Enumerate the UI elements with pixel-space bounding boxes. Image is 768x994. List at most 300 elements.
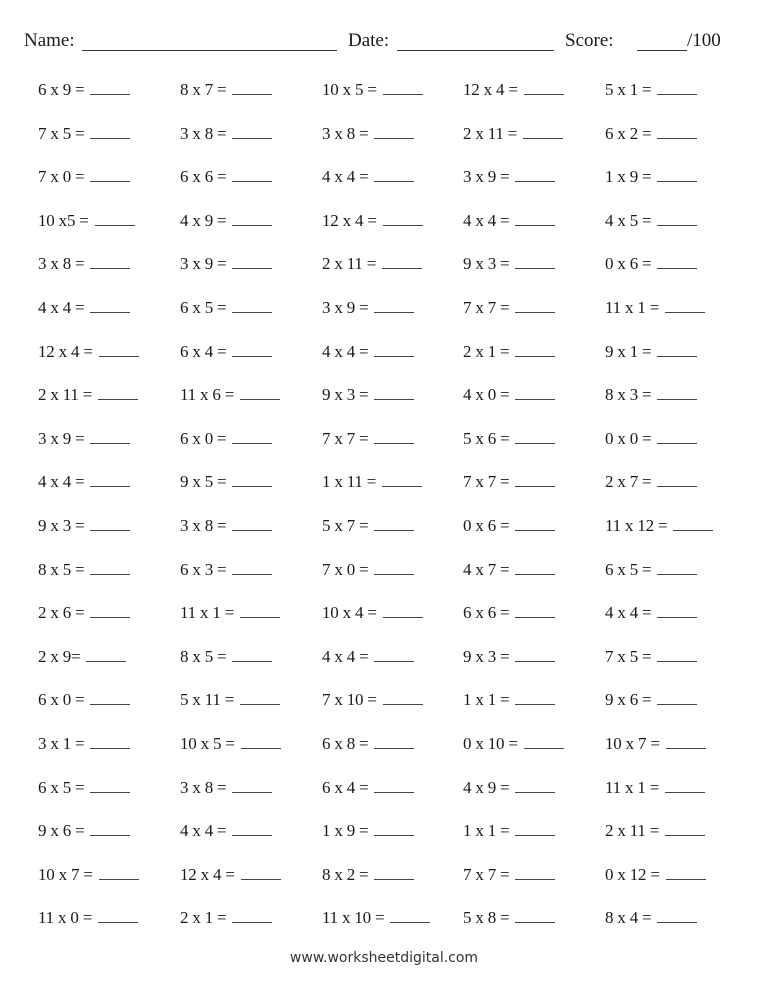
problem-expression: 11 x 1 = xyxy=(180,603,235,623)
problem xyxy=(605,296,705,318)
problem-expression: 4 x 9 = xyxy=(463,777,510,797)
problem-expression: 4 x 4 = xyxy=(180,821,227,841)
problem-expression: 9 x 6 = xyxy=(605,690,652,710)
problem xyxy=(463,340,555,362)
answer-blank[interactable] xyxy=(241,863,281,880)
problem-expression: 9 x 3 = xyxy=(322,385,369,405)
problem xyxy=(605,732,706,754)
problem-expression: 4 x 0 = xyxy=(463,385,510,405)
problem-expression: 7 x 5 = xyxy=(605,646,652,666)
answer-blank[interactable] xyxy=(232,514,272,531)
problem-expression: 11 x 1 = xyxy=(605,298,660,317)
problem-expression: 11 x 6 = xyxy=(180,385,235,405)
problem xyxy=(180,383,280,405)
answer-blank[interactable] xyxy=(374,514,414,531)
problem xyxy=(38,776,130,798)
answer-blank[interactable] xyxy=(515,514,555,531)
problem xyxy=(322,906,430,928)
answer-blank[interactable] xyxy=(515,340,555,357)
problem xyxy=(38,819,130,841)
problem-row xyxy=(38,819,758,849)
problem-expression: 10 x 7 = xyxy=(605,734,660,753)
problem xyxy=(605,340,697,362)
problem-expression: 7 x 7 = xyxy=(463,298,510,317)
problem xyxy=(605,165,697,187)
problem-expression: 6 x 0 = xyxy=(38,690,85,710)
problem xyxy=(463,688,555,710)
answer-blank[interactable] xyxy=(515,776,555,793)
problem-expression: 4 x 4 = xyxy=(322,167,369,187)
answer-blank[interactable] xyxy=(657,165,697,182)
problem xyxy=(463,296,555,318)
problem-expression: 10 x 5 = xyxy=(322,80,377,99)
problem xyxy=(463,209,555,231)
problem xyxy=(38,514,130,536)
answer-blank[interactable] xyxy=(232,906,272,923)
problem-expression: 7 x 7 = xyxy=(322,428,369,448)
problem-row xyxy=(38,514,758,544)
problem xyxy=(38,601,130,623)
problem-expression: 3 x 9 = xyxy=(463,167,510,187)
problem-row xyxy=(38,776,758,806)
problem xyxy=(38,688,130,710)
problem xyxy=(322,209,423,231)
answer-blank[interactable] xyxy=(657,383,697,400)
answer-blank[interactable] xyxy=(657,558,697,575)
answer-blank[interactable] xyxy=(390,906,430,923)
name-field[interactable] xyxy=(82,50,337,51)
answer-blank[interactable] xyxy=(515,209,555,226)
answer-blank[interactable] xyxy=(374,296,414,313)
problem-expression: 7 x 7 = xyxy=(463,864,510,884)
problem-expression: 3 x 9 = xyxy=(38,428,85,448)
problem xyxy=(322,776,414,798)
problem-row xyxy=(38,863,758,893)
answer-blank[interactable] xyxy=(657,601,697,618)
problem-expression: 2 x 9= xyxy=(38,646,81,666)
problem xyxy=(605,863,706,885)
problem xyxy=(463,863,555,885)
problem xyxy=(605,383,697,405)
problem xyxy=(322,514,414,536)
problem xyxy=(322,470,422,492)
answer-blank[interactable] xyxy=(374,427,414,444)
answer-blank[interactable] xyxy=(232,819,272,836)
answer-blank[interactable] xyxy=(374,122,414,139)
answer-blank[interactable] xyxy=(90,296,130,313)
answer-blank[interactable] xyxy=(232,558,272,575)
answer-blank[interactable] xyxy=(232,470,272,487)
problem-expression: 4 x 7 = xyxy=(463,559,510,579)
problem xyxy=(463,165,555,187)
answer-blank[interactable] xyxy=(515,383,555,400)
answer-blank[interactable] xyxy=(90,122,130,139)
score-label: Score: xyxy=(565,30,614,51)
problem-expression: 2 x 11 = xyxy=(605,821,660,841)
problem xyxy=(322,165,414,187)
answer-blank[interactable] xyxy=(382,252,422,269)
problem-expression: 5 x 6 = xyxy=(463,428,510,448)
problem xyxy=(322,688,423,710)
problem xyxy=(605,906,697,928)
problem xyxy=(38,340,139,362)
problem-expression: 8 x 4 = xyxy=(605,908,652,928)
answer-blank[interactable] xyxy=(232,122,272,139)
answer-blank[interactable] xyxy=(374,863,414,880)
problem xyxy=(322,296,414,318)
answer-blank[interactable] xyxy=(515,645,555,662)
answer-blank[interactable] xyxy=(232,340,272,357)
problem-expression: 4 x 4 = xyxy=(322,341,369,361)
answer-blank[interactable] xyxy=(524,78,564,95)
problem xyxy=(463,645,555,667)
answer-blank[interactable] xyxy=(374,383,414,400)
problem xyxy=(38,252,130,274)
problem xyxy=(180,776,272,798)
problem-expression: 10 x5 = xyxy=(38,210,89,230)
problem-expression: 7 x 10 = xyxy=(322,690,377,710)
answer-blank[interactable] xyxy=(374,732,414,749)
problem-row xyxy=(38,906,758,936)
problem xyxy=(180,732,281,754)
problem xyxy=(463,558,555,580)
problem-expression: 1 x 9 = xyxy=(605,167,652,187)
answer-blank[interactable] xyxy=(666,732,706,749)
problem xyxy=(605,122,697,144)
answer-blank[interactable] xyxy=(374,645,414,662)
problem-expression: 0 x 10 = xyxy=(463,734,518,753)
answer-blank[interactable] xyxy=(90,165,130,182)
problem xyxy=(322,122,414,144)
answer-blank[interactable] xyxy=(665,296,705,313)
problem xyxy=(38,470,130,492)
problem-expression: 12 x 4 = xyxy=(322,210,377,230)
answer-blank[interactable] xyxy=(383,78,423,95)
problem-row xyxy=(38,688,758,718)
answer-blank[interactable] xyxy=(523,122,563,139)
answer-blank[interactable] xyxy=(98,383,138,400)
answer-blank[interactable] xyxy=(90,78,130,95)
problem-expression: 12 x 4 = xyxy=(463,80,518,99)
answer-blank[interactable] xyxy=(657,252,697,269)
problem-expression: 3 x 8 = xyxy=(38,254,85,274)
answer-blank[interactable] xyxy=(515,296,555,313)
worksheet-header xyxy=(24,30,744,60)
problem xyxy=(38,645,126,667)
problem-expression: 6 x 4 = xyxy=(180,341,227,361)
problem xyxy=(180,819,272,841)
answer-blank[interactable] xyxy=(383,209,423,226)
problem-row xyxy=(38,558,758,588)
problem-expression: 4 x 4 = xyxy=(322,646,369,666)
problem xyxy=(180,252,272,274)
answer-blank[interactable] xyxy=(90,470,130,487)
answer-blank[interactable] xyxy=(515,427,555,444)
problem-expression: 9 x 5 = xyxy=(180,472,227,492)
answer-blank[interactable] xyxy=(90,819,130,836)
problem-expression: 1 x 1 = xyxy=(463,690,510,710)
problem xyxy=(38,209,135,231)
problem xyxy=(605,209,697,231)
answer-blank[interactable] xyxy=(657,209,697,226)
answer-blank[interactable] xyxy=(90,252,130,269)
problem-expression: 11 x 12 = xyxy=(605,516,668,535)
answer-blank[interactable] xyxy=(232,209,272,226)
answer-blank[interactable] xyxy=(657,122,697,139)
problem-row xyxy=(38,427,758,457)
problem xyxy=(322,819,414,841)
answer-blank[interactable] xyxy=(90,688,130,705)
answer-blank[interactable] xyxy=(241,732,281,749)
problem-row xyxy=(38,470,758,500)
answer-blank[interactable] xyxy=(232,252,272,269)
problem-expression: 8 x 3 = xyxy=(605,385,652,405)
problem xyxy=(180,906,272,928)
problem-expression: 4 x 9 = xyxy=(180,210,227,230)
answer-blank[interactable] xyxy=(515,906,555,923)
problem-expression: 12 x 4 = xyxy=(38,341,93,361)
answer-blank[interactable] xyxy=(383,601,423,618)
problem-expression: 8 x 5 = xyxy=(38,559,85,579)
problem xyxy=(180,601,280,623)
problem xyxy=(180,209,272,231)
problem-row xyxy=(38,122,758,152)
problem xyxy=(322,78,423,100)
problem-expression: 4 x 5 = xyxy=(605,210,652,230)
answer-blank[interactable] xyxy=(515,601,555,618)
problem-expression: 0 x 0 = xyxy=(605,428,652,448)
problem xyxy=(322,863,414,885)
problem xyxy=(322,732,414,754)
answer-blank[interactable] xyxy=(515,819,555,836)
answer-blank[interactable] xyxy=(90,601,130,618)
answer-blank[interactable] xyxy=(374,819,414,836)
answer-blank[interactable] xyxy=(99,863,139,880)
problem-expression: 3 x 8 = xyxy=(180,123,227,143)
answer-blank[interactable] xyxy=(99,340,139,357)
problem-expression: 4 x 4 = xyxy=(605,603,652,623)
answer-blank[interactable] xyxy=(657,78,697,95)
answer-blank[interactable] xyxy=(657,688,697,705)
problem xyxy=(463,122,563,144)
problem xyxy=(463,252,555,274)
problem xyxy=(38,906,138,928)
problem xyxy=(605,470,697,492)
problem-expression: 11 x 10 = xyxy=(322,908,385,928)
problem-expression: 5 x 11 = xyxy=(180,690,235,710)
problem xyxy=(322,427,414,449)
answer-blank[interactable] xyxy=(515,470,555,487)
problem-expression: 2 x 11 = xyxy=(463,123,518,143)
problem-row xyxy=(38,340,758,370)
problem-expression: 3 x 8 = xyxy=(180,777,227,797)
problem xyxy=(322,601,423,623)
problem xyxy=(463,427,555,449)
problem xyxy=(463,776,555,798)
problem-expression: 6 x 6 = xyxy=(180,167,227,187)
problem-expression: 4 x 4 = xyxy=(38,472,85,492)
problem xyxy=(605,645,697,667)
problem-expression: 9 x 3 = xyxy=(463,646,510,666)
problem xyxy=(180,470,272,492)
problem-row xyxy=(38,645,758,675)
problem-expression: 4 x 4 = xyxy=(463,210,510,230)
problem-expression: 8 x 2 = xyxy=(322,864,369,884)
answer-blank[interactable] xyxy=(515,252,555,269)
answer-blank[interactable] xyxy=(524,732,564,749)
problem xyxy=(605,558,697,580)
problem-expression: 6 x 5 = xyxy=(605,559,652,579)
answer-blank[interactable] xyxy=(515,688,555,705)
problem-expression: 0 x 6 = xyxy=(605,254,652,274)
problem xyxy=(605,252,697,274)
answer-blank[interactable] xyxy=(665,819,705,836)
problem-expression: 11 x 0 = xyxy=(38,908,93,928)
problem xyxy=(322,340,414,362)
problem xyxy=(180,514,272,536)
problem xyxy=(38,296,130,318)
problem xyxy=(605,688,697,710)
problem xyxy=(180,165,272,187)
problem-expression: 9 x 6 = xyxy=(38,821,85,841)
problem-expression: 6 x 5 = xyxy=(38,777,85,797)
answer-blank[interactable] xyxy=(86,645,126,662)
problem-expression: 1 x 9 = xyxy=(322,821,369,841)
answer-blank[interactable] xyxy=(240,601,280,618)
problem-row xyxy=(38,209,758,239)
answer-blank[interactable] xyxy=(98,906,138,923)
answer-blank[interactable] xyxy=(657,906,697,923)
answer-blank[interactable] xyxy=(515,863,555,880)
answer-blank[interactable] xyxy=(383,688,423,705)
answer-blank[interactable] xyxy=(374,340,414,357)
answer-blank[interactable] xyxy=(90,427,130,444)
answer-blank[interactable] xyxy=(232,776,272,793)
problem-row xyxy=(38,252,758,282)
problem xyxy=(38,863,139,885)
problem-expression: 10 x 4 = xyxy=(322,603,377,623)
problem xyxy=(180,558,272,580)
problem xyxy=(463,601,555,623)
answer-blank[interactable] xyxy=(240,383,280,400)
problem xyxy=(180,688,280,710)
problem xyxy=(605,78,697,100)
problem-expression: 4 x 4 = xyxy=(38,298,85,317)
problem-expression: 2 x 6 = xyxy=(38,603,85,623)
answer-blank[interactable] xyxy=(232,78,272,95)
answer-blank[interactable] xyxy=(382,470,422,487)
problem-expression: 7 x 5 = xyxy=(38,123,85,143)
problem xyxy=(463,732,564,754)
problem-expression: 6 x 6 = xyxy=(463,603,510,623)
problem-expression: 0 x 12 = xyxy=(605,864,660,884)
answer-blank[interactable] xyxy=(374,558,414,575)
answer-blank[interactable] xyxy=(515,165,555,182)
score-total: /100 xyxy=(687,30,721,51)
problem-expression: 1 x 1 = xyxy=(463,821,510,841)
answer-blank[interactable] xyxy=(657,427,697,444)
problem xyxy=(463,514,555,536)
problem-expression: 12 x 4 = xyxy=(180,864,235,884)
problem-expression: 3 x 1 = xyxy=(38,734,85,753)
problem xyxy=(463,470,555,492)
problem-expression: 3 x 9 = xyxy=(322,298,369,317)
problem-expression: 6 x 4 = xyxy=(322,777,369,797)
problem-row xyxy=(38,78,758,108)
problem-expression: 9 x 3 = xyxy=(463,254,510,274)
answer-blank[interactable] xyxy=(232,427,272,444)
answer-blank[interactable] xyxy=(90,558,130,575)
problem-expression: 6 x 0 = xyxy=(180,428,227,448)
score-field[interactable] xyxy=(637,50,687,51)
answer-blank[interactable] xyxy=(232,645,272,662)
problem-row xyxy=(38,165,758,195)
answer-blank[interactable] xyxy=(657,340,697,357)
answer-blank[interactable] xyxy=(657,645,697,662)
answer-blank[interactable] xyxy=(515,558,555,575)
problem-expression: 8 x 5 = xyxy=(180,646,227,666)
problem-expression: 6 x 8 = xyxy=(322,734,369,753)
problem xyxy=(180,78,272,100)
problem-expression: 1 x 11 = xyxy=(322,472,377,492)
problem xyxy=(38,558,130,580)
answer-blank[interactable] xyxy=(657,470,697,487)
problem-row xyxy=(38,601,758,631)
problem xyxy=(605,819,705,841)
date-field[interactable] xyxy=(397,50,554,51)
answer-blank[interactable] xyxy=(232,296,272,313)
answer-blank[interactable] xyxy=(666,863,706,880)
problem-expression: 11 x 1 = xyxy=(605,777,660,797)
problem-expression: 0 x 6 = xyxy=(463,516,510,535)
date-label: Date: xyxy=(348,30,390,51)
problem-expression: 3 x 8 = xyxy=(180,516,227,535)
answer-blank[interactable] xyxy=(374,776,414,793)
problem xyxy=(605,427,697,449)
problem xyxy=(463,383,555,405)
problem-expression: 3 x 9 = xyxy=(180,254,227,274)
answer-blank[interactable] xyxy=(95,209,135,226)
problem xyxy=(38,383,138,405)
problem-expression: 2 x 11 = xyxy=(322,254,377,274)
answer-blank[interactable] xyxy=(673,514,713,531)
problem-expression: 7 x 0 = xyxy=(322,559,369,579)
problem-expression: 6 x 5 = xyxy=(180,298,227,317)
problem-expression: 6 x 3 = xyxy=(180,559,227,579)
answer-blank[interactable] xyxy=(90,776,130,793)
problem xyxy=(463,906,555,928)
problem xyxy=(322,645,414,667)
answer-blank[interactable] xyxy=(240,688,280,705)
problem-expression: 7 x 7 = xyxy=(463,472,510,492)
problem-expression: 3 x 8 = xyxy=(322,123,369,143)
problem xyxy=(180,340,272,362)
answer-blank[interactable] xyxy=(232,165,272,182)
answer-blank[interactable] xyxy=(374,165,414,182)
answer-blank[interactable] xyxy=(665,776,705,793)
problem-expression: 9 x 3 = xyxy=(38,516,85,535)
answer-blank[interactable] xyxy=(90,732,130,749)
problem xyxy=(180,122,272,144)
problem-expression: 2 x 1 = xyxy=(463,341,510,361)
problem xyxy=(38,165,130,187)
problem xyxy=(38,427,130,449)
problem-expression: 7 x 0 = xyxy=(38,167,85,187)
problem-expression: 5 x 1 = xyxy=(605,80,652,99)
footer-url: www.worksheetdigital.com xyxy=(289,950,479,966)
answer-blank[interactable] xyxy=(90,514,130,531)
problem-row xyxy=(38,296,758,326)
